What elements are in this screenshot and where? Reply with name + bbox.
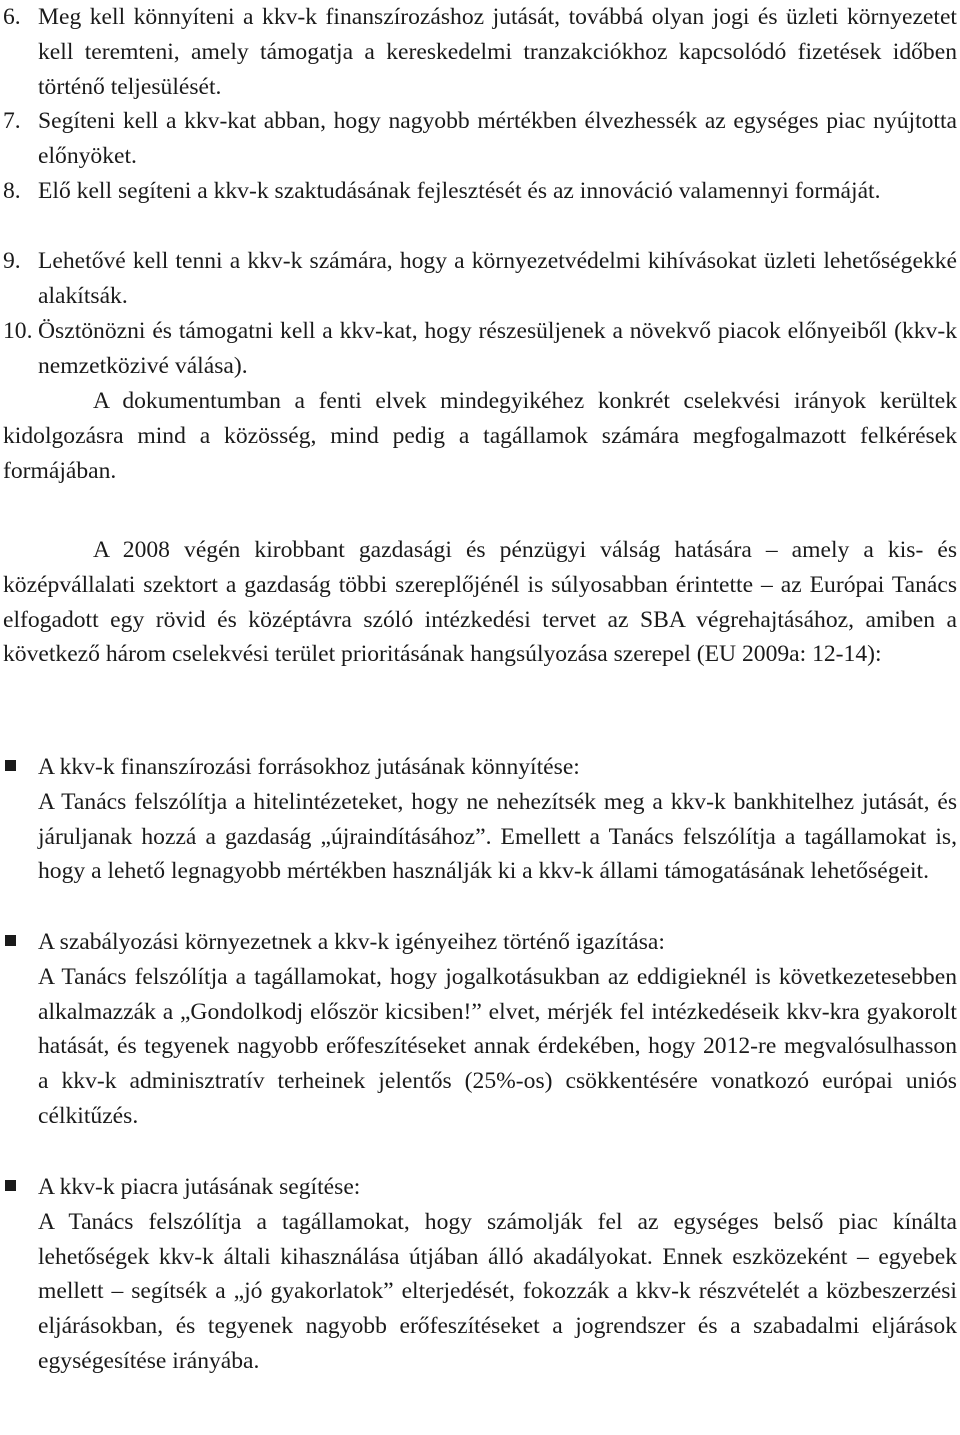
list-number: 6. [3, 4, 21, 30]
square-bullet-icon [5, 1180, 16, 1191]
list-text: Elő kell segíteni a kkv-k szaktudásának fejlesztését és az innováció valamennyi formáját. [38, 178, 881, 204]
list-number: 8. [3, 178, 21, 204]
list-item [3, 314, 957, 384]
list-item [3, 174, 957, 209]
bullet-item [3, 1170, 957, 1379]
bullet-text: A Tanács felszólítja a hitelintézeteket, hogy ne nehezítsék meg a kkv-k bankhitelhez jutását, és járuljanak hozzá a gazdaság „újraindításához”. Emellett a Tanács felszólítja a tagállamokat is, hogy a lehető legnagyobb mértékben használják ki a kkv-k állami támogatásának lehetőségeit. [38, 788, 957, 885]
list-text: Ösztönözni és támogatni kell a kkv-kat, hogy részesüljenek a növekvő piacok előnyeiből (kkv-k nemzetközivé válása). [38, 318, 957, 379]
bullet-heading: A kkv-k piacra jutásának segítése: [38, 1174, 361, 1200]
paragraph: A dokumentumban a fenti elvek mindegyikéhez konkrét cselekvési irányok kerültek kidolgozásra mind a közösség, mind pedig a tagállamok számára megfogalmazott felkérések formájában. [3, 388, 957, 484]
list-text: Lehetővé kell tenni a kkv-k számára, hogy a környezetvédelmi kihívásokat üzleti lehetőségekké alakítsák. [38, 248, 957, 309]
square-bullet-icon [5, 760, 16, 771]
list-item [3, 104, 957, 174]
bullet-item [3, 925, 957, 1134]
list-number: 10. [3, 318, 33, 344]
list-number: 9. [3, 248, 21, 274]
list-item [3, 244, 957, 314]
list-item [3, 0, 957, 104]
bullet-heading: A szabályozási környezetnek a kkv-k igényeihez történő igazítása: [38, 929, 665, 955]
bullet-text: A Tanács felszólítja a tagállamokat, hogy jogalkotásukban az eddigieknél is következetesebben alkalmazzák a „Gondolkodj először kicsiben!” elvet, mérjék fel intézkedéseik kkv-kra gyakorolt hatását, és tegyenek nagyobb erőfeszítéseket annak érdekében, hogy 2012-re megvalósulhasson a kkv-k adminisztratív terheinek jelentős (25%-os) csökkentésére vonatkozó európai uniós célkitűzés. [38, 963, 957, 1129]
bullet-heading: A kkv-k finanszírozási forrásokhoz jutásának könnyítése: [38, 754, 580, 780]
square-bullet-icon [5, 935, 16, 946]
list-text: Segíteni kell a kkv-kat abban, hogy nagyobb mértékben élvezhessék az egységes piac nyújtotta előnyöket. [38, 108, 957, 169]
list-text: Meg kell könnyíteni a kkv-k finanszírozáshoz jutását, továbbá olyan jogi és üzleti környezetet kell teremteni, amely támogatja a kereskedelmi tranzakciókhoz kapcsolódó fizetések időben történő teljesülését. [38, 4, 957, 100]
bullet-text: A Tanács felszólítja a tagállamokat, hogy számolják fel az egységes belső piac kínálta lehetőségek kkv-k általi kihasználása útjában álló akadályokat. Ennek eszközeként – egyebek mellett – segítsék a „jó gyakorlatok” elterjedését, fokozzák a kkv-k részvételét a közbeszerzési eljárásokban, és tegyenek nagyobb erőfeszítéseket a jogrendszer és a szabadalmi eljárások egységesítése irányába. [38, 1208, 957, 1374]
paragraph: A 2008 végén kirobbant gazdasági és pénzügyi válság hatására – amely a kis- és középvállalati szektort a gazdaság többi szereplőjénél is súlyosabban érintette – az Európai Tanács elfogadott egy rövid és középtávra szóló intézkedési tervet az SBA végrehajtásához, amiben a következő három cselekvési terület prioritásának hangsúlyozása szerepel (EU 2009a: 12-14): [3, 537, 957, 668]
bullet-item [3, 750, 957, 889]
list-number: 7. [3, 108, 21, 134]
